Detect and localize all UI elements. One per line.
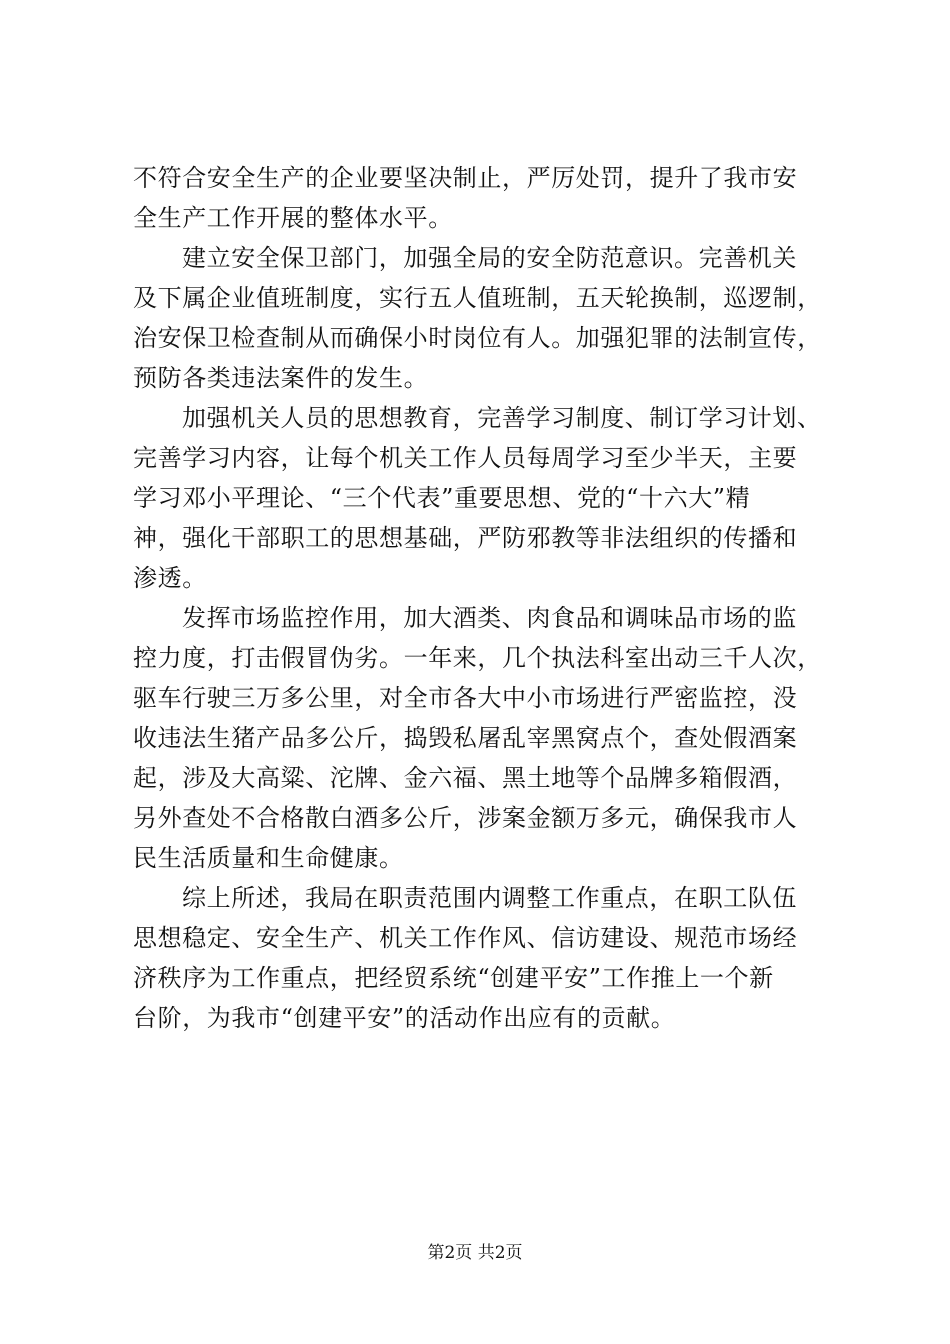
text-line: 台阶，为我市“创建平安”的活动作出应有的贡献。 [133,1004,676,1032]
text-line: 不符合安全生产的企业要坚决制止，严厉处罚，提升了我市安 [133,164,798,192]
text-line: 渗透。 [133,564,207,592]
paragraph-start-line: 加强机关人员的思想教育，完善学习制度、制订学习计划、 [182,404,822,432]
page-number-footer: 第2页 共2页 [427,1243,523,1263]
text-line: 另外查处不合格散白酒多公斤，涉案金额万多元，确保我市人 [133,804,798,832]
document-body [133,158,823,1038]
paragraph-start-line: 综上所述，我局在职责范围内调整工作重点，在职工队伍 [182,884,797,912]
text-line: 神，强化干部职工的思想基础，严防邪教等非法组织的传播和 [133,524,798,552]
text-line: 起，涉及大高粱、沱牌、金六福、黑土地等个品牌多箱假酒， [133,764,798,792]
text-line: 完善学习内容，让每个机关工作人员每周学习至少半天，主要 [133,444,798,472]
text-line: 治安保卫检查制从而确保小时岗位有人。加强犯罪的法制宣传， [133,324,822,352]
paragraph-start-line: 建立安全保卫部门，加强全局的安全防范意识。完善机关 [182,244,797,272]
text-line: 济秩序为工作重点，把经贸系统“创建平安”工作推上一个新 [133,964,774,992]
text-line: 全生产工作开展的整体水平。 [133,204,453,232]
text-line: 民生活质量和生命健康。 [133,844,404,872]
text-line: 及下属企业值班制度，实行五人值班制，五天轮换制，巡逻制， [133,284,822,312]
text-line: 收违法生猪产品多公斤，捣毁私屠乱宰黑窝点个，查处假酒案 [133,724,798,752]
text-line: 思想稳定、安全生产、机关工作作风、信访建设、规范市场经 [133,924,798,952]
text-line: 控力度，打击假冒伪劣。一年来，几个执法科室出动三千人次， [133,644,822,672]
paragraph-start-line: 发挥市场监控作用，加大酒类、肉食品和调味品市场的监 [182,604,797,632]
text-line: 预防各类违法案件的发生。 [133,364,429,392]
text-line: 驱车行驶三万多公里，对全市各大中小市场进行严密监控，没 [133,684,798,712]
text-line: 学习邓小平理论、“三个代表”重要思想、党的“十六大”精 [133,484,751,512]
